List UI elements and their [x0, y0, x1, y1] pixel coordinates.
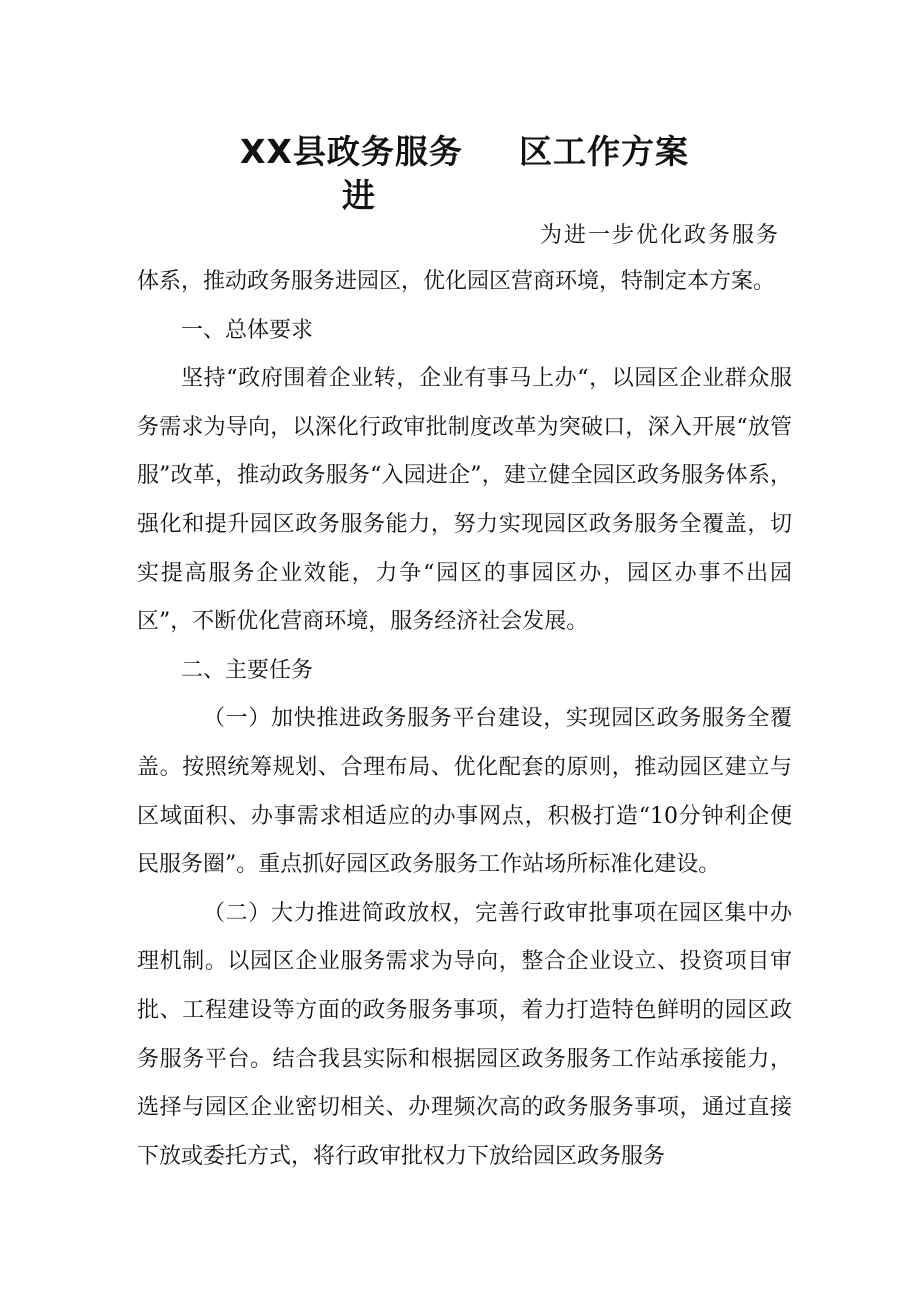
- section-heading-tasks: 二、主要任务: [181, 657, 314, 683]
- task-paragraph-1: （一）加快推进政务服务平台建设，实现园区政务服务全覆盖。按照统筹规划、合理布局、优化配套的原则，推动园区建立与区域面积、办事需求相适应的办事网点，积极打造“10分钟利企便民服务圈”。重点抓好园区政务服务工作站场所标准化建设。: [137, 706, 792, 878]
- intro-paragraph: 体系，推动政务服务进园区，优化园区营商环境，特制定本方案。: [137, 269, 776, 294]
- intro-first-line: 为进一步优化政务服务: [540, 223, 781, 248]
- document-body: [137, 258, 792, 1181]
- task-paragraph-2: （二）大力推进简政放权，完善行政审批事项在园区集中办理机制。以园区企业服务需求为导向，整合企业设立、投资项目审批、工程建设等方面的政务服务事项，着力打造特色鲜明的园区政务服务平台。结合我县实际和根据园区政务服务工作站承接能力，选择与园区企业密切相关、办理频次高的政务服务事项，通过直接下放或委托方式，将行政审批权力下放给园区政务服务: [137, 900, 792, 1169]
- document-title-wrapped: 进: [342, 176, 375, 215]
- section-heading-overall: 一、总体要求: [181, 317, 314, 343]
- section-body-overall: 坚持“政府围着企业转，企业有事马上办“，以园区企业群众服务需求为导向，以深化行政审批制度改革为突破口，深入开展“放管服”改革，推动政务服务“入园进企”，建立健全园区政务服务体系，强化和提升园区政务服务能力，努力实现园区政务服务全覆盖，切实提高服务企业效能，力争“园区的事园区办，园区办事不出园区”，不断优化营商环境，服务经济社会发展。: [137, 366, 792, 635]
- document-title-main: XX县政务服务: [240, 132, 463, 171]
- document-title-end: 区工作方案: [519, 132, 689, 171]
